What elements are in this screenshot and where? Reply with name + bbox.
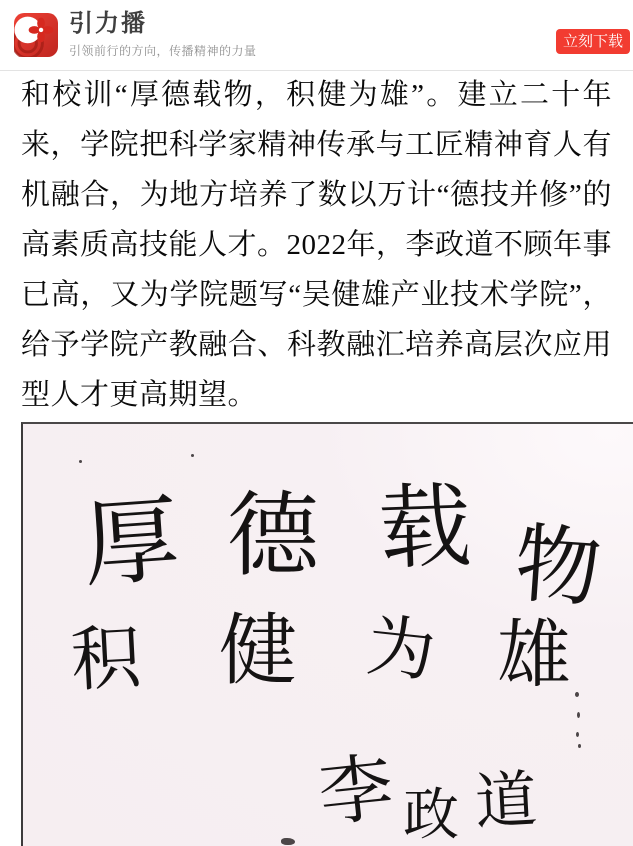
calligraphy-char: 物 [511,514,605,620]
calligraphy-char: 雄 [497,612,571,698]
signature-char: 政 [403,783,459,846]
download-app-button[interactable]: 立刻下载 [556,29,630,54]
scan-speckle [191,454,194,457]
scan-speckle [578,744,581,748]
article-body [0,70,633,420]
scan-speckle [575,692,579,697]
scan-speckle [576,732,579,737]
calligraphy-char: 健 [219,606,298,696]
article-paragraph: 和校训“厚德载物，积健为雄”。建立二十年来，学院把科学家精神传承与工匠精神育人有机融合，为地方培养了数以万计“德技并修”的高素质高技能人才。2022年，李政道不顾年事已高，又为学院题写“吴健雄产业技术学院”，给予学院产教融合、科教融汇培养高层次应用型人才更高期望。 [21,79,613,411]
signature-char: 李 [314,744,398,838]
calligraphy-char: 积 [68,616,144,702]
calligraphy-char: 载 [377,472,473,583]
app-logo-icon [14,13,58,57]
scan-speckle [79,460,82,463]
app-name: 引力播 [69,10,147,38]
signature-char: 道 [473,762,539,839]
app-tagline: 引领前行的方向，传播精神的力量 [69,43,257,58]
calligraphy-char: 德 [227,482,320,589]
calligraphy-image[interactable] [21,422,633,846]
scan-speckle [281,838,295,845]
app-download-banner [0,0,633,71]
app-logo-text [69,11,257,58]
calligraphy-char: 为 [363,606,440,693]
calligraphy-char: 厚 [79,482,183,602]
scan-speckle [577,712,580,718]
